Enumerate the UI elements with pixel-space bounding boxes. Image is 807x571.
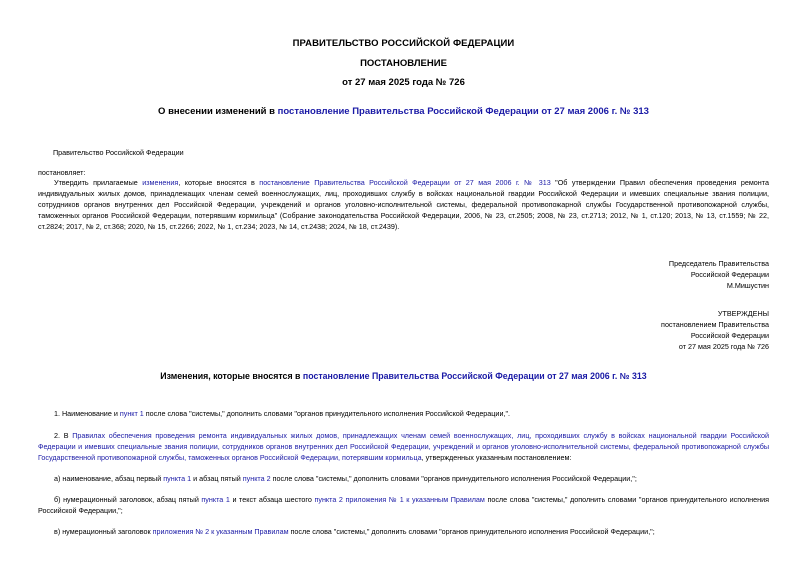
signature-line-1: Председатель Правительства xyxy=(668,259,769,268)
change-subitem-b xyxy=(38,494,769,516)
item2-link[interactable]: Правилах обеспечения проведения ремонта индивидуальных жилых домов, принадлежащих членам семей военнослужащих, лиц, проходивших службу в войсках национальной гвардии Российской Федерации и имевших специальные звания полиции, сотрудников органов внутренних дел Российской Федерации, учреждений и органов уголовно-исполнительной системы, федеральной противопожарной службы Государственной противопожарной службы, таможенных органов Российской Федерации, потерявшим кормильца xyxy=(38,431,769,462)
title-link[interactable]: постановление Правительства Российской Федерации от 27 мая 2006 г. № 313 xyxy=(277,106,649,117)
title-prefix: О внесении изменений в xyxy=(158,106,278,117)
b-text-2: и текст абзаца шестого xyxy=(229,495,315,504)
approved-line-3: Российской Федерации xyxy=(690,331,769,340)
changes-title-link[interactable]: постановление Правительства Российской Федерации от 27 мая 2006 г. № 313 xyxy=(302,371,647,381)
changes-title xyxy=(0,371,807,381)
approved-line-2: постановлением Правительства xyxy=(661,320,769,329)
change-item-1 xyxy=(38,408,769,419)
b-text-1: б) нумерационный заголовок, абзац пятый xyxy=(54,495,202,504)
main-text-3: "Об утверждении Правил обеспечения проведения ремонта индивидуальных жилых домов, принадлежащих членам семей военнослужащих, лиц, проходивших службу в войсках национальной гвардии Российской Федерации и имевших специальные звания полиции, сотрудников органов внутренних дел Российской Федерации, учреждений и органов уголовно-исполнительной системы, федеральной противопожарной службы Государственной противопожарной службы, таможенных органов Российской Федерации, потерявшим кормильца" (Собрание законодательства Российской Федерации, 2006, № 23, ст.2505; 2008, № 23, ст.2713; 2012, № 1, ст.120; 2013, № 13, ст.1559; № 22, ст.2824; 2017, № 2, ст.368; 2020, № 15, ст.2266; 2022, № 1, ст.234; 2023, № 14, ст.2438; 2024, № 18, ст.2439). xyxy=(38,178,769,231)
government-label: Правительство Российской Федерации xyxy=(53,148,184,157)
changes-link[interactable]: изменения xyxy=(142,178,179,187)
main-paragraph xyxy=(38,177,769,232)
item1-text-a: 1. Наименование и xyxy=(54,409,120,418)
signature-line-3: М.Мишустин xyxy=(726,281,769,290)
c-text-1: в) нумерационный заголовок xyxy=(54,527,153,536)
item2-text-a: 2. В xyxy=(54,431,73,440)
document-type: ПОСТАНОВЛЕНИЕ xyxy=(360,58,447,69)
b-link-3[interactable]: приложения № 1 к указанным Правилам xyxy=(345,495,485,504)
item1-link[interactable]: пункт 1 xyxy=(119,409,144,418)
main-text-2: , которые вносятся в xyxy=(178,178,260,187)
change-subitem-c xyxy=(38,526,769,537)
a-text-1: а) наименование, абзац первый xyxy=(54,474,164,483)
a-text-3: после слова "системы," дополнить словами "органов принудительного исполнения Российской Федерации,"; xyxy=(270,474,637,483)
a-link-2[interactable]: пункта 2 xyxy=(242,474,271,483)
signature-block xyxy=(669,258,769,291)
document-title xyxy=(0,106,807,117)
b-link-2[interactable]: пункта 2 xyxy=(314,495,343,504)
b-text-4: после слова "системы," дополнить словами "органов принудительного исполнения Российской Федерации,"; xyxy=(38,495,769,515)
approved-line-1: УТВЕРЖДЕНЫ xyxy=(717,309,769,318)
a-link-1[interactable]: пункта 1 xyxy=(163,474,192,483)
c-text-2: после слова "системы," дополнить словами "органов принудительного исполнения Российской Федерации,"; xyxy=(288,527,655,536)
change-subitem-a xyxy=(38,473,769,484)
item2-text-b: , утвержденных указанным постановлением: xyxy=(421,453,572,462)
decides-label: постановляет: xyxy=(38,168,86,177)
resolution-link[interactable]: постановление Правительства Российской Федерации от 27 мая 2006 г. № 313 xyxy=(259,178,551,187)
document-date: от 27 мая 2025 года № 726 xyxy=(342,77,465,88)
b-link-1[interactable]: пункта 1 xyxy=(201,495,230,504)
signature-line-2: Российской Федерации xyxy=(690,270,769,279)
item1-text-b: после слова "системы," дополнить словами "органов принудительного исполнения Российской Федерации,". xyxy=(143,409,510,418)
c-link-1[interactable]: приложения № 2 к указанным Правилам xyxy=(152,527,289,536)
approved-block xyxy=(661,308,769,352)
approved-line-4: от 27 мая 2025 года № 726 xyxy=(678,342,769,351)
a-text-2: и абзац пятый xyxy=(191,474,243,483)
change-item-2 xyxy=(38,430,769,463)
main-text-1: Утвердить прилагаемые xyxy=(54,178,143,187)
changes-title-prefix: Изменения, которые вносятся в xyxy=(160,371,303,381)
government-heading: ПРАВИТЕЛЬСТВО РОССИЙСКОЙ ФЕДЕРАЦИИ xyxy=(292,38,515,49)
